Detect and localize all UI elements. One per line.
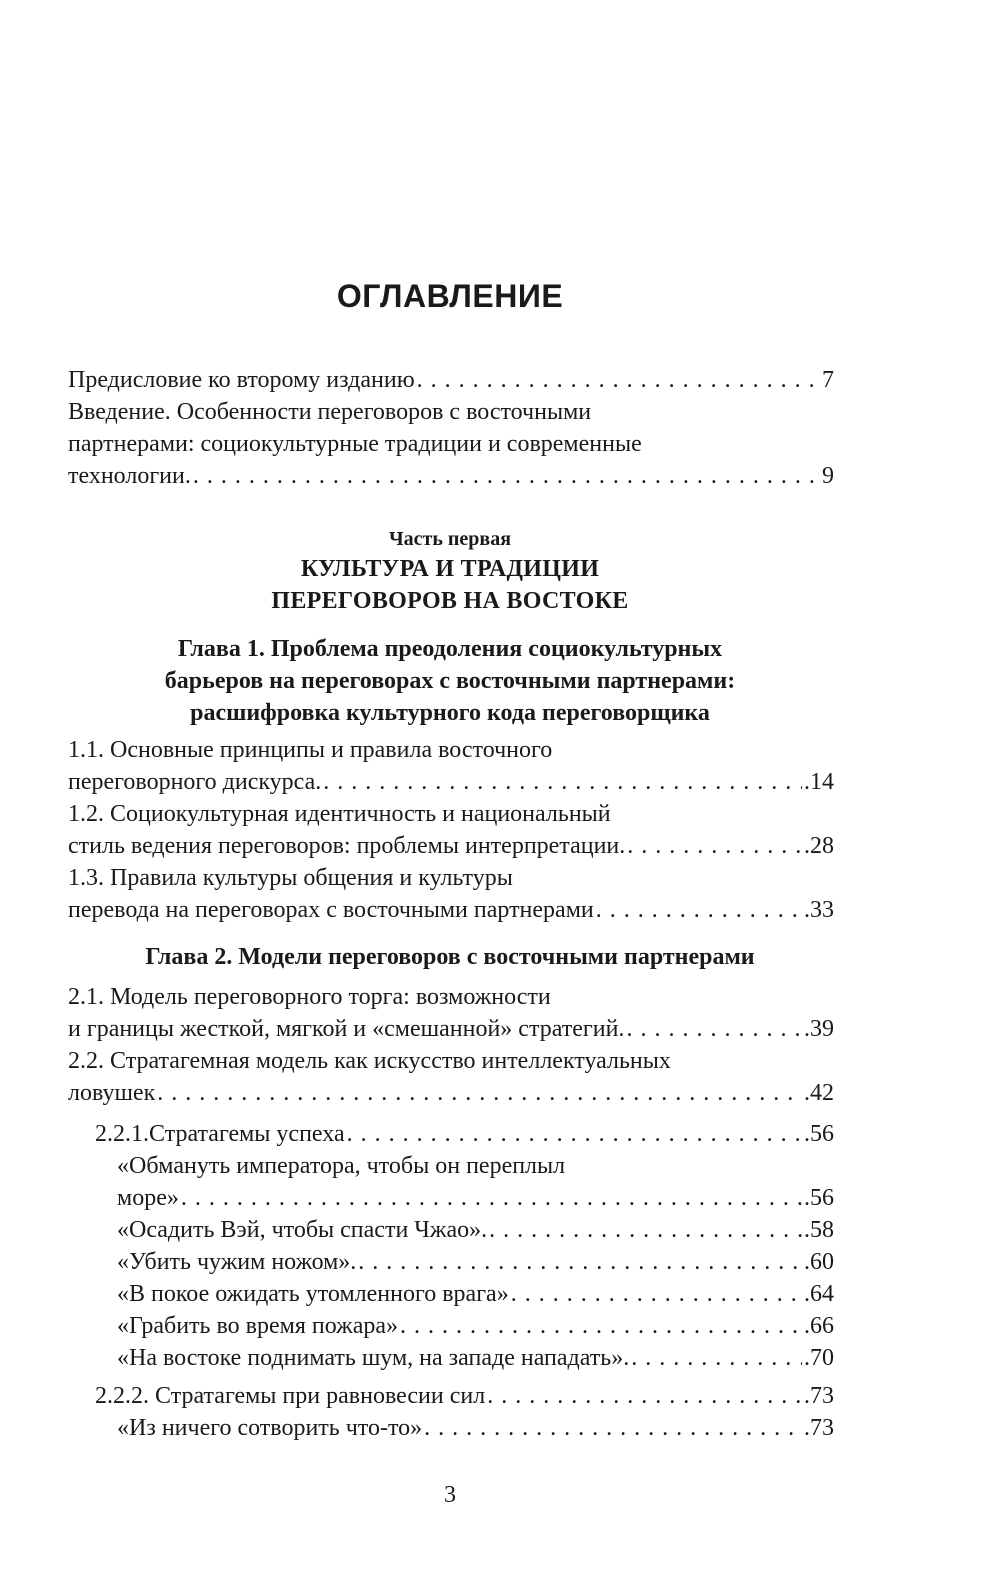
toc-entry-text: 2.2.2. Стратагемы при равновесии сил — [95, 1383, 486, 1409]
toc-entry-2-2-2[interactable] — [95, 1380, 834, 1412]
dot-leader — [181, 1182, 802, 1214]
chapter1-title-line1: Глава 1. Проблема преодоления социокультурных — [177, 636, 723, 662]
toc-entry-1-1[interactable] — [68, 766, 834, 798]
dot-leader — [631, 1342, 802, 1374]
toc-entry-page: .14 — [804, 769, 834, 795]
toc-entry-1-2-line1[interactable]: 1.2. Социокультурная идентичность и национальный — [68, 801, 611, 827]
dot-leader — [424, 1412, 802, 1444]
toc-entry-intro-line2[interactable]: партнерами: социокультурные традиции и современные — [68, 431, 642, 457]
toc-entry-text: «В покое ожидать утомленного врага» — [117, 1281, 509, 1307]
toc-entry-page: .70 — [804, 1345, 834, 1371]
toc-entry-page: .64 — [804, 1281, 834, 1307]
toc-entry-text: перевода на переговорах с восточными партнерами — [68, 897, 594, 923]
toc-entry-stratagem-1-line1[interactable]: «Обмануть императора, чтобы он переплыл — [117, 1153, 566, 1179]
dot-leader — [323, 766, 802, 798]
dot-leader — [400, 1310, 802, 1342]
dot-leader — [596, 894, 802, 926]
toc-entry-stratagem-4[interactable] — [117, 1278, 834, 1310]
toc-entry-2-2-1[interactable] — [95, 1118, 834, 1150]
toc-entry-stratagem-1[interactable] — [117, 1182, 834, 1214]
toc-entry-page: .56 — [804, 1121, 834, 1147]
toc-entry-page: .42 — [804, 1080, 834, 1106]
toc-entry-page: .60 — [804, 1249, 834, 1275]
toc-entry-text: технологии. — [68, 463, 191, 489]
toc-entry-2-2[interactable] — [68, 1077, 834, 1109]
toc-entry-page: .73 — [804, 1415, 834, 1441]
dot-leader — [193, 460, 820, 492]
toc-entry-page: .33 — [804, 897, 834, 923]
page-number: 3 — [444, 1482, 456, 1508]
dot-leader — [489, 1214, 802, 1246]
toc-entry-text: Предисловие ко второму изданию — [68, 367, 415, 393]
chapter2-title: Глава 2. Модели переговоров с восточными партнерами — [145, 944, 755, 970]
toc-entry-text: 2.2.1.Стратагемы успеха — [95, 1121, 345, 1147]
part-title-line1: КУЛЬТУРА И ТРАДИЦИИ — [300, 556, 600, 582]
toc-entry-text: «Осадить Вэй, чтобы спасти Чжао». — [117, 1217, 488, 1243]
toc-entry-page: .66 — [804, 1313, 834, 1339]
toc-entry-page: .73 — [804, 1383, 834, 1409]
toc-entry-text: «На востоке поднимать шум, на западе нападать». — [117, 1345, 630, 1371]
toc-entry-page: .58 — [804, 1217, 834, 1243]
dot-leader — [417, 364, 820, 396]
toc-entry-page: .56 — [804, 1185, 834, 1211]
page-title: ОГЛАВЛЕНИЕ — [336, 278, 564, 314]
dot-leader — [347, 1118, 802, 1150]
toc-entry-1-3-line1[interactable]: 1.3. Правила культуры общения и культуры — [68, 865, 513, 891]
toc-entry-stratagem-6[interactable] — [117, 1342, 834, 1374]
toc-entry-2-1-line1[interactable]: 2.1. Модель переговорного торга: возможности — [68, 984, 551, 1010]
chapter1-title-line3: расшифровка культурного кода переговорщика — [190, 700, 710, 726]
toc-entry-2-2-line1[interactable]: 2.2. Стратагемная модель как искусство интеллектуальных — [68, 1048, 671, 1074]
chapter1-title-line2: барьеров на переговорах с восточными партнерами: — [164, 668, 736, 694]
toc-entry-text: «Из ничего сотворить что-то» — [117, 1415, 423, 1441]
toc-entry-text: стиль ведения переговоров: проблемы интерпретации. — [68, 833, 626, 859]
toc-entry-page: .28 — [804, 833, 834, 859]
part-label: Часть первая — [388, 528, 512, 550]
toc-entry-page: .39 — [804, 1016, 834, 1042]
toc-entry-1-3[interactable] — [68, 894, 834, 926]
toc-entry-text: море» — [117, 1185, 179, 1211]
toc-entry-stratagem-2[interactable] — [117, 1214, 834, 1246]
toc-entry-stratagem-3[interactable] — [117, 1246, 834, 1278]
toc-entry-text: переговорного дискурса. — [68, 769, 322, 795]
toc-entry-page: 7 — [822, 367, 834, 393]
dot-leader — [626, 1013, 802, 1045]
part-title-line2: ПЕРЕГОВОРОВ НА ВОСТОКЕ — [271, 588, 629, 614]
toc-entry-text: ловушек — [68, 1080, 156, 1106]
toc-entry-stratagem-7[interactable] — [117, 1412, 834, 1444]
dot-leader — [157, 1077, 802, 1109]
dot-leader — [511, 1278, 802, 1310]
dot-leader — [358, 1246, 802, 1278]
dot-leader — [487, 1380, 802, 1412]
toc-entry-2-1[interactable] — [68, 1013, 834, 1045]
toc-entry-1-2[interactable] — [68, 830, 834, 862]
toc-entry-text: «Убить чужим ножом». — [117, 1249, 357, 1275]
dot-leader — [627, 830, 802, 862]
toc-entry-stratagem-5[interactable] — [117, 1310, 834, 1342]
toc-entry-text: «Грабить во время пожара» — [117, 1313, 399, 1339]
toc-entry-intro[interactable] — [68, 460, 834, 492]
toc-entry-text: и границы жесткой, мягкой и «смешанной» стратегий. — [68, 1016, 625, 1042]
toc-entry-preface[interactable] — [68, 364, 834, 396]
toc-entry-1-1-line1[interactable]: 1.1. Основные принципы и правила восточного — [68, 737, 553, 763]
toc-entry-intro-line1[interactable]: Введение. Особенности переговоров с восточными — [68, 399, 592, 425]
toc-entry-page: 9 — [822, 463, 834, 489]
